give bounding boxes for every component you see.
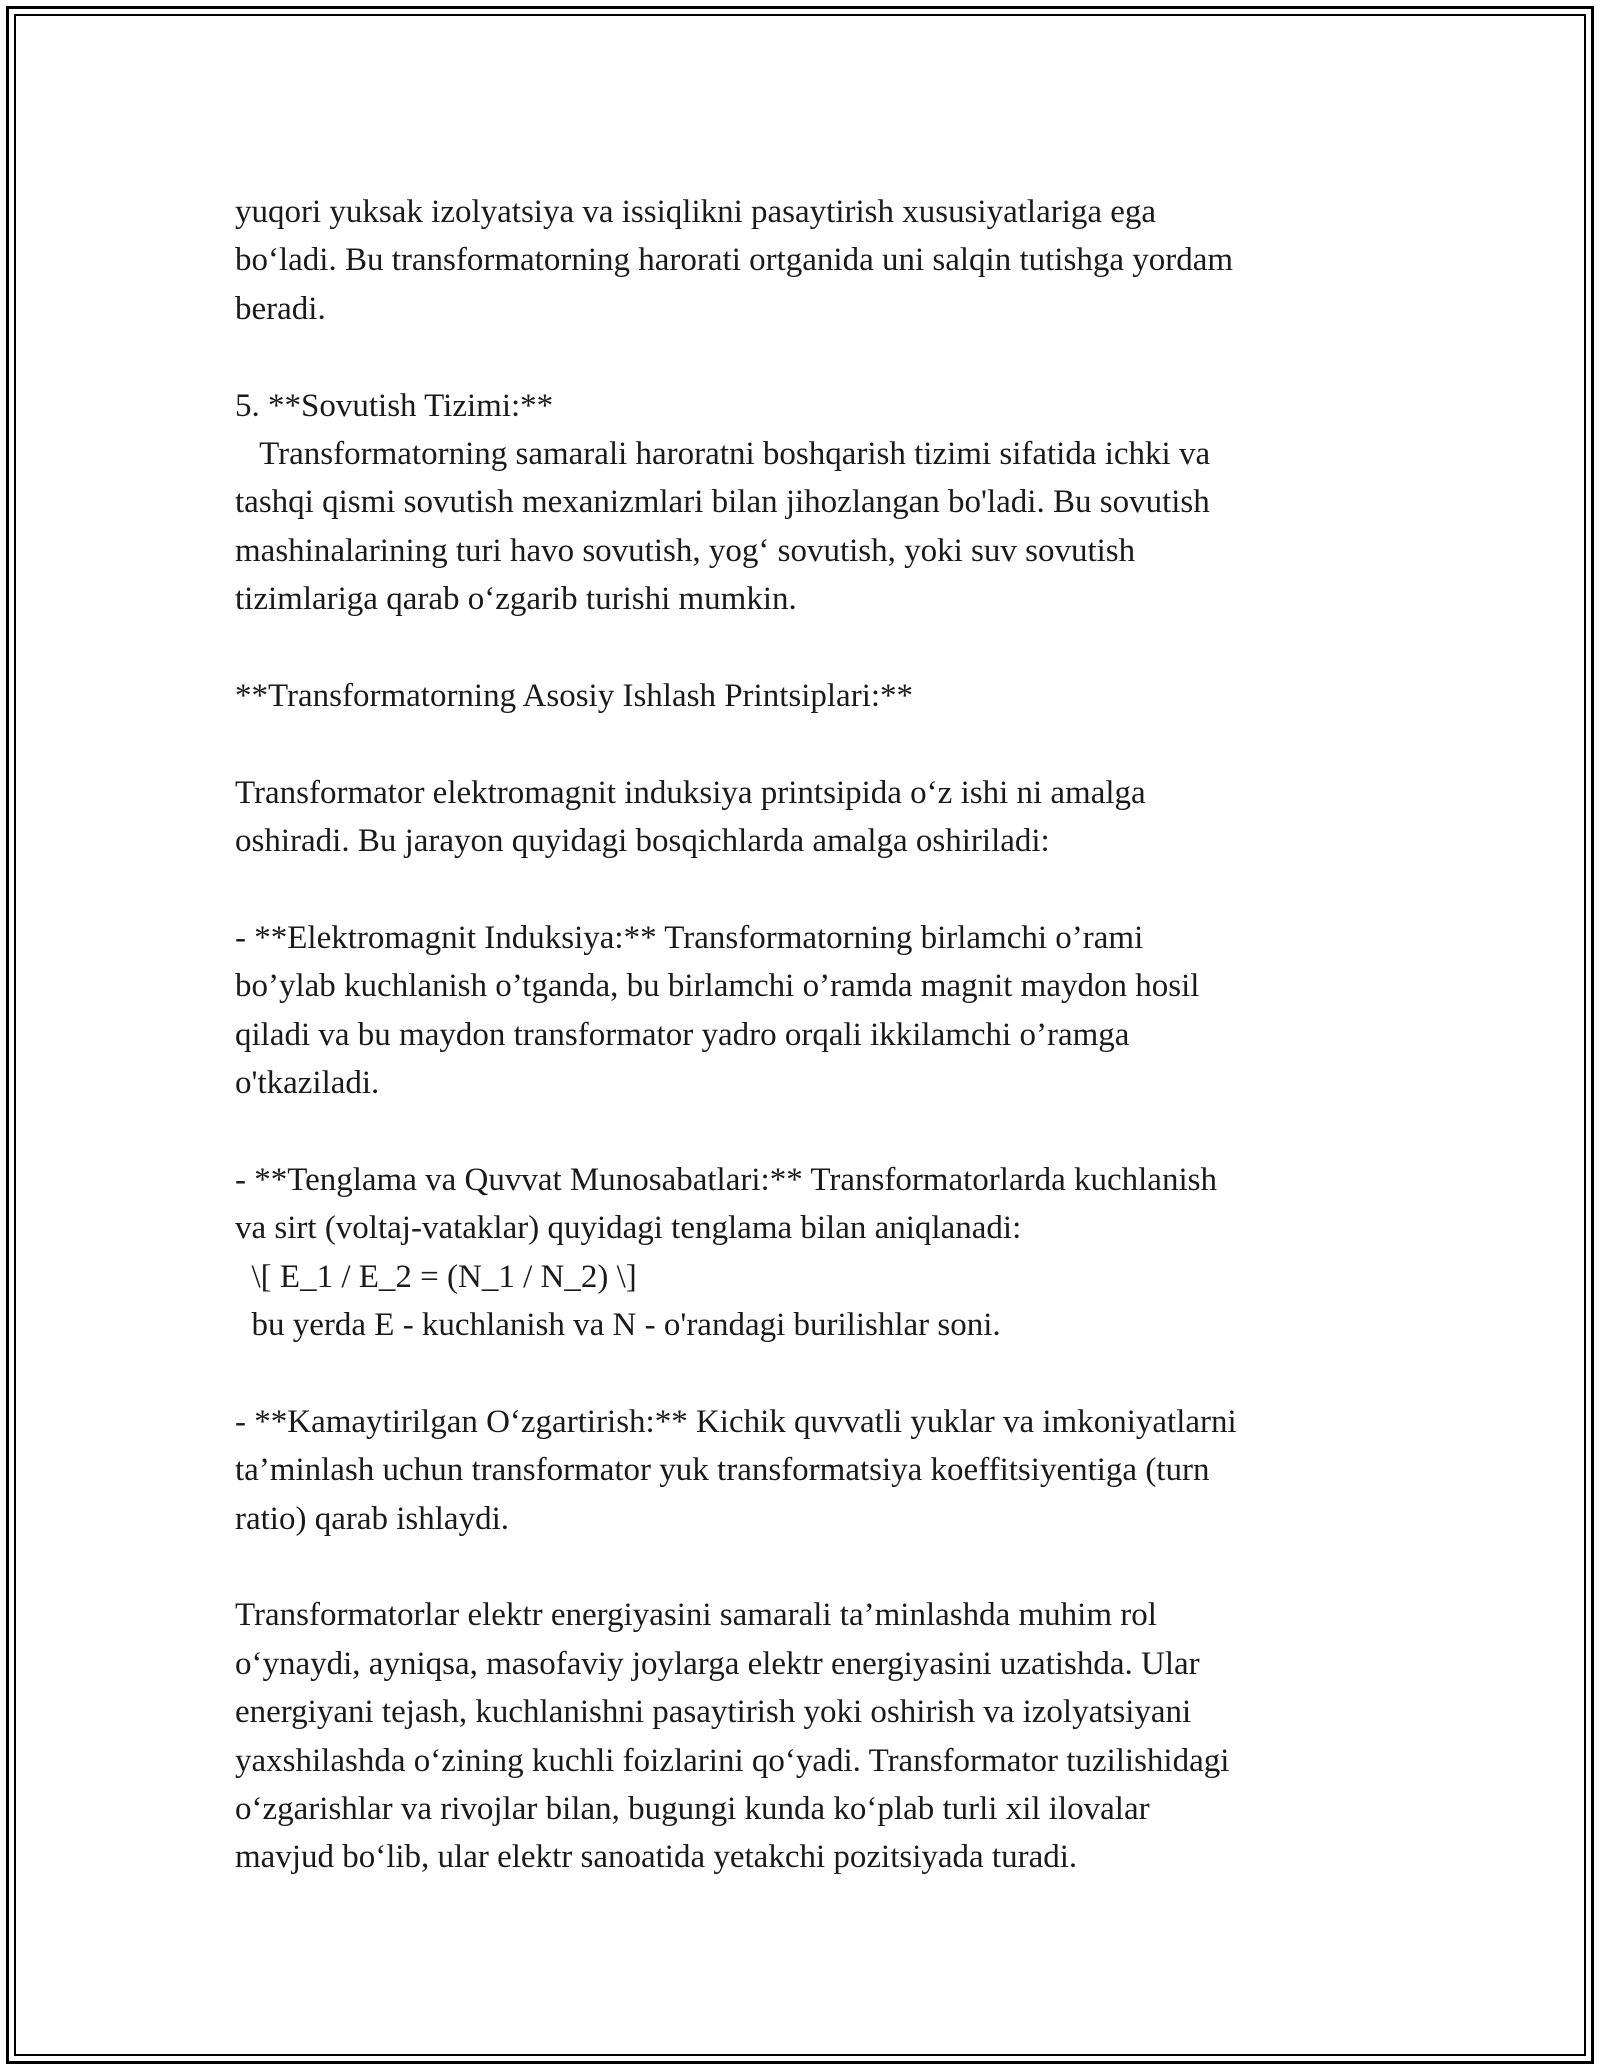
- text-line: - **Kamaytirilgan O‘zgartirish:** Kichik quvvatli yuklar va imkoniyatlarni: [235, 1403, 1237, 1440]
- text-line: va sirt (voltaj-vataklar) quyidagi tenglama bilan aniqlanadi:: [235, 1210, 1022, 1247]
- text-line: oshiradi. Bu jarayon quyidagi bosqichlarda amalga oshiriladi:: [235, 823, 1050, 860]
- bullet-equation: [235, 1156, 1365, 1350]
- text-line: beradi.: [235, 290, 326, 327]
- text-line: o‘zgarishlar va rivojlar bilan, bugungi kunda ko‘plab turli xil ilovalar: [235, 1790, 1150, 1827]
- text-line: Transformator elektromagnit induksiya printsipida o‘z ishi ni amalga: [235, 774, 1146, 811]
- document-body: [235, 188, 1365, 1882]
- paragraph-spacer: [235, 1349, 1365, 1397]
- text-line: o‘ynaydi, ayniqsa, masofaviy joylarga elektr energiyasini uzatishda. Ular: [235, 1645, 1200, 1682]
- paragraph-spacer: [235, 720, 1365, 768]
- text-line: ta’minlash uchun transformator yuk transformatsiya koeffitsiyentiga (turn: [235, 1452, 1210, 1489]
- paragraph-spacer: [235, 624, 1365, 672]
- principles-heading: **Transformatorning Asosiy Ishlash Printsiplari:**: [235, 677, 914, 714]
- paragraph-spacer: [235, 333, 1365, 381]
- text-line: bu yerda E - kuchlanish va N - o'randagi burilishlar soni.: [235, 1306, 1001, 1343]
- paragraph-principles-intro: [235, 769, 1365, 866]
- paragraph-conclusion: [235, 1591, 1365, 1881]
- text-line: Transformatorning samarali haroratni boshqarish tizimi sifatida ichki va: [235, 435, 1211, 472]
- paragraph-spacer: [235, 865, 1365, 913]
- text-line: Transformatorlar elektr energiyasini samarali ta’minlashda muhim rol: [235, 1597, 1157, 1634]
- paragraph-spacer: [235, 1107, 1365, 1155]
- paragraph-insulation: [235, 188, 1365, 333]
- paragraph-spacer: [235, 1543, 1365, 1591]
- text-line: yaxshilashda o‘zining kuchli foizlarini qo‘yadi. Transformator tuzilishidagi: [235, 1742, 1230, 1779]
- text-line: energiyani tejash, kuchlanishni pasaytirish yoki oshirish va izolyatsiyani: [235, 1694, 1192, 1731]
- bullet-induction: [235, 914, 1365, 1108]
- text-line: bo’ylab kuchlanish o’tganda, bu birlamchi o’ramda magnit maydon hosil: [235, 968, 1200, 1005]
- text-line: o'tkaziladi.: [235, 1065, 380, 1102]
- text-line: tizimlariga qarab o‘zgarib turishi mumkin.: [235, 581, 797, 618]
- text-line: mavjud bo‘lib, ular elektr sanoatida yetakchi pozitsiyada turadi.: [235, 1839, 1078, 1876]
- text-line: - **Tenglama va Quvvat Munosabatlari:** Transformatorlarda kuchlanish: [235, 1161, 1217, 1198]
- text-line: - **Elektromagnit Induksiya:** Transformatorning birlamchi o’rami: [235, 919, 1144, 956]
- bullet-reduced-transformation: [235, 1398, 1365, 1543]
- text-line: qiladi va bu maydon transformator yadro orqali ikkilamchi o’ramga: [235, 1016, 1130, 1053]
- text-line: ratio) qarab ishlaydi.: [235, 1500, 509, 1537]
- text-line: tashqi qismi sovutish mexanizmlari bilan jihozlangan bo'ladi. Bu sovutish: [235, 484, 1210, 521]
- equation-line: \[ E_1 / E_2 = (N_1 / N_2) \]: [235, 1258, 637, 1295]
- section-cooling: [235, 382, 1365, 624]
- text-line: mashinalarining turi havo sovutish, yog‘ sovutish, yoki suv sovutish: [235, 532, 1136, 569]
- text-line: bo‘ladi. Bu transformatorning harorati ortganida uni salqin tutishga yordam: [235, 242, 1234, 279]
- cooling-heading: 5. **Sovutish Tizimi:**: [235, 387, 554, 424]
- text-line: yuqori yuksak izolyatsiya va issiqlikni pasaytirish xususiyatlariga ega: [235, 194, 1157, 230]
